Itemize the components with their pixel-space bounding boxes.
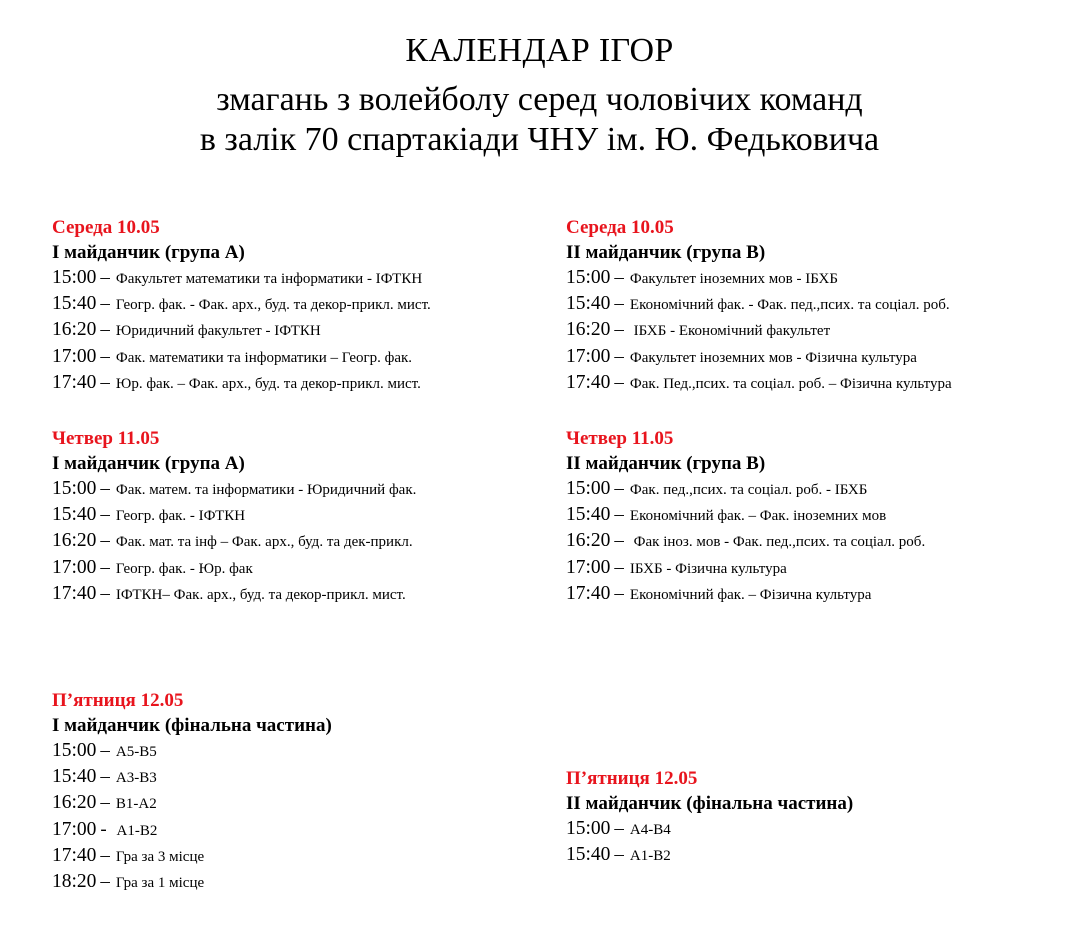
game-time: 17:40 [52, 582, 97, 604]
game-match: А1-В2 [629, 848, 671, 865]
schedule-block-wed-court-1 [52, 217, 431, 396]
game-dash: – [614, 844, 624, 866]
game-row [566, 317, 952, 343]
game-row [52, 317, 431, 343]
court-heading: ІІ майданчик (група В) [566, 242, 766, 263]
game-time: 16:20 [566, 530, 611, 552]
game-time: 15:40 [52, 766, 97, 788]
game-dash: – [614, 478, 624, 499]
schedule-block-fri-court-1 [52, 690, 332, 895]
game-dash: – [100, 371, 110, 393]
court-heading: І майданчик (фінальна частина) [52, 715, 332, 736]
game-time: 16:20 [52, 319, 97, 341]
game-dash: – [100, 478, 110, 499]
game-dash: – [100, 844, 110, 866]
game-dash: – [100, 267, 110, 288]
game-time: 15:40 [566, 844, 611, 866]
game-match: ІБХБ - Фізична культура [629, 560, 787, 577]
game-time: 17:00 [52, 345, 97, 367]
game-row [566, 528, 925, 554]
game-row [52, 555, 416, 581]
game-match: Факультет іноземних мов - Фізична культура [629, 349, 917, 366]
game-match: Фак. мат. та інф – Фак. арх., буд. та дек-прикл. [115, 534, 413, 551]
game-match: Економічний фак. – Фізична культура [629, 586, 872, 603]
game-dash: – [100, 345, 110, 367]
schedule-block-thu-court-2 [566, 428, 925, 607]
game-time: 15:40 [52, 293, 97, 315]
game-row [52, 476, 416, 502]
game-dash: – [614, 345, 624, 367]
game-time: 15:40 [566, 293, 611, 315]
game-row [52, 344, 431, 370]
game-time: 15:00 [566, 267, 611, 288]
game-row [566, 265, 952, 291]
schedule-block-thu-court-1 [52, 428, 416, 607]
game-match: Геогр. фак. - Юр. фак [115, 560, 253, 577]
game-row [566, 816, 853, 842]
game-match: Факультет математики та інформатики - ІФТКН [115, 271, 423, 287]
game-time: 17:00 [52, 556, 97, 578]
game-time: 15:00 [566, 478, 611, 499]
game-time: 17:00 [566, 556, 611, 578]
game-time: 15:40 [52, 504, 97, 526]
page-subtitle-2: в залік 70 спартакіади ЧНУ ім. Ю. Федьковича [199, 121, 880, 158]
game-match: Геогр. фак. - Фак. арх., буд. та декор-прикл. мист. [115, 297, 431, 314]
game-match: Геогр. фак. - ІФТКН [115, 508, 246, 525]
game-match: А1-В2 [112, 822, 158, 839]
game-match: Фак іноз. мов - Фак. пед.,псих. та соціал. роб. [629, 534, 926, 551]
game-row [566, 370, 952, 396]
game-time: 17:40 [566, 582, 611, 604]
game-time: 15:00 [52, 267, 97, 288]
game-match: ІФТКН– Фак. арх., буд. та декор-прикл. мист. [115, 586, 406, 603]
court-heading: І майданчик (група А) [52, 453, 245, 474]
game-row [566, 344, 952, 370]
game-match: В1-А2 [115, 796, 157, 813]
day-heading: Середа 10.05 [566, 217, 674, 238]
game-row [52, 869, 332, 895]
game-match: Гра за 1 місце [115, 874, 205, 891]
game-match: Гра за 3 місце [115, 848, 205, 865]
game-match: Факультет іноземних мов - ІБХБ [629, 271, 838, 287]
game-dash: – [614, 504, 624, 526]
game-match: Юр. фак. – Фак. арх., буд. та декор-прикл. мист. [115, 375, 421, 392]
game-match: Юридичний факультет - ІФТКН [115, 323, 321, 340]
game-dash: – [100, 530, 110, 552]
game-row [566, 581, 925, 607]
game-dash: – [614, 267, 624, 288]
game-row [52, 370, 431, 396]
game-match: А3-В3 [115, 770, 157, 787]
game-dash: – [100, 870, 110, 892]
game-match: Фак. пед.,псих. та соціал. роб. - ІБХБ [629, 482, 868, 498]
game-match: А4-В4 [629, 822, 671, 838]
game-dash: – [100, 792, 110, 814]
game-row [566, 842, 853, 868]
game-row [52, 291, 431, 317]
game-row [52, 502, 416, 528]
game-match: Економічний фак. – Фак. іноземних мов [629, 508, 887, 525]
day-heading: П’ятниця 12.05 [566, 768, 698, 789]
game-time: 16:20 [52, 530, 97, 552]
day-heading: Четвер 11.05 [52, 428, 160, 449]
page-title: КАЛЕНДАР ІГОР [405, 32, 674, 69]
game-time: 17:00 [52, 818, 97, 840]
game-dash: – [614, 530, 624, 552]
game-row [52, 581, 416, 607]
game-dash: – [614, 319, 624, 341]
day-heading: П’ятниця 12.05 [52, 690, 184, 711]
game-dash: – [100, 740, 110, 761]
game-dash: – [100, 504, 110, 526]
game-time: 18:20 [52, 870, 97, 892]
game-match: Економічний фак. - Фак. пед.,псих. та соціал. роб. [629, 297, 950, 314]
game-row [52, 738, 332, 764]
game-dash: – [614, 556, 624, 578]
day-heading: Четвер 11.05 [566, 428, 674, 449]
game-time: 17:40 [52, 844, 97, 866]
game-match: Фак. Пед.,псих. та соціал. роб. – Фізична культура [629, 375, 952, 392]
game-dash: – [614, 293, 624, 315]
game-row [52, 265, 431, 291]
game-row [52, 843, 332, 869]
game-time: 15:00 [566, 818, 611, 839]
game-time: 17:40 [52, 371, 97, 393]
game-match: Фак. матем. та інформатики - Юридичний фак. [115, 482, 417, 498]
game-dash: - [100, 818, 107, 840]
game-dash: – [100, 293, 110, 315]
game-time: 17:00 [566, 345, 611, 367]
game-dash: – [614, 818, 624, 839]
court-heading: ІІ майданчик (фінальна частина) [566, 793, 854, 814]
game-dash: – [614, 582, 624, 604]
game-time: 16:20 [52, 792, 97, 814]
court-heading: І майданчик (група А) [52, 242, 245, 263]
game-row [52, 790, 332, 816]
schedule-block-wed-court-2 [566, 217, 952, 396]
game-dash: – [100, 766, 110, 788]
game-match: Фак. математики та інформатики – Геогр. фак. [115, 349, 413, 366]
game-time: 16:20 [566, 319, 611, 341]
game-match: ІБХБ - Економічний факультет [629, 323, 831, 340]
game-row [566, 476, 925, 502]
page-subtitle: змагань з волейболу серед чоловічих команд [216, 81, 863, 118]
game-time: 15:00 [52, 478, 97, 499]
game-time: 15:00 [52, 740, 97, 761]
game-dash: – [100, 582, 110, 604]
game-dash: – [100, 556, 110, 578]
game-row [52, 764, 332, 790]
schedule-block-fri-court-2 [566, 768, 853, 868]
game-time: 15:40 [566, 504, 611, 526]
game-row [52, 528, 416, 554]
game-dash: – [100, 319, 110, 341]
game-time: 17:40 [566, 371, 611, 393]
game-row [566, 291, 952, 317]
game-row [566, 555, 925, 581]
game-dash: – [614, 371, 624, 393]
game-row [52, 817, 332, 843]
game-row [566, 502, 925, 528]
day-heading: Середа 10.05 [52, 217, 160, 238]
court-heading: ІІ майданчик (група В) [566, 453, 766, 474]
game-match: А5-В5 [115, 744, 157, 760]
